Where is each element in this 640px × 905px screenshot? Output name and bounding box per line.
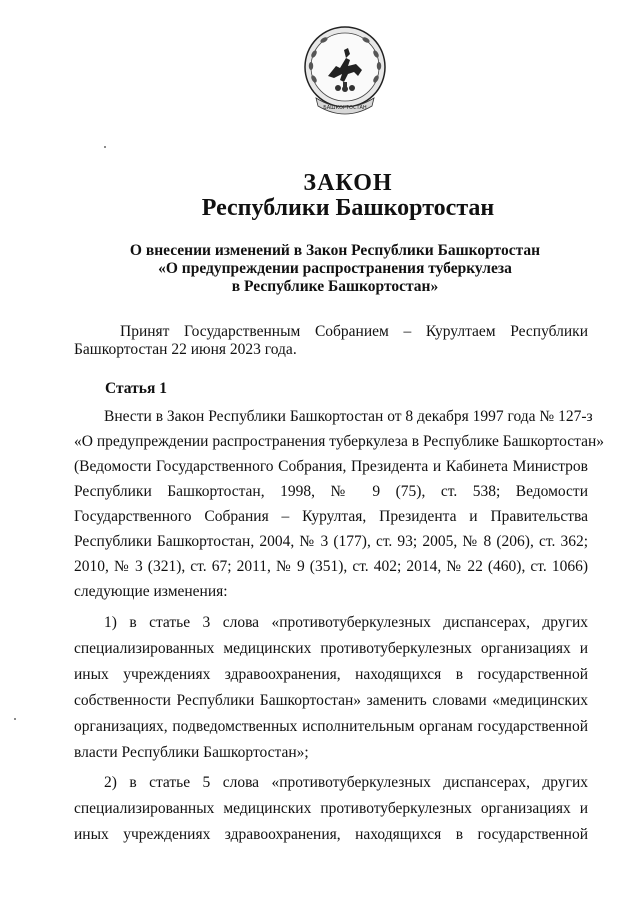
article-line: 1) в статье 3 слова «противотуберкулезных диспансерах, других bbox=[104, 614, 588, 631]
law-title-line-1: О внесении изменений в Закон Республики Башкортостан bbox=[129, 242, 541, 259]
adoption-line-1: Принят Государственным Собранием – Курултаем Республики bbox=[120, 323, 588, 340]
article-line: Республики Башкортостан, 1998, № 9 (75), ст. 538; Ведомости bbox=[74, 483, 588, 500]
article-line: Государственного Собрания – Курултая, Президента и Правительства bbox=[74, 508, 588, 525]
article-line: иных учреждениях здравоохранения, находящихся в государственной bbox=[74, 826, 588, 843]
article-line: иных учреждениях здравоохранения, находящихся в государственной bbox=[74, 666, 588, 683]
law-heading: ЗАКОН bbox=[303, 170, 393, 196]
article-line: специализированных медицинских противотуберкулезных организациях и bbox=[74, 800, 588, 817]
article-line: Внести в Закон Республики Башкортостан от 8 декабря 1997 года № 127-з bbox=[104, 408, 593, 425]
article-line: собственности Республики Башкортостан» заменить словами «медицинских bbox=[74, 692, 588, 709]
article-line: власти Республики Башкортостан»; bbox=[74, 744, 309, 761]
article-line: организациях, подведомственных исполнительным органам государственной bbox=[74, 718, 588, 735]
law-title-line-2: «О предупреждении распространения туберкулеза bbox=[158, 260, 512, 277]
adoption-line-2: Башкортостан 22 июня 2023 года. bbox=[74, 341, 297, 358]
article-line: Республики Башкортостан, 2004, № 3 (177), ст. 93; 2005, № 8 (206), ст. 362; bbox=[74, 533, 588, 550]
article-line: (Ведомости Государственного Собрания, Президента и Кабинета Министров bbox=[74, 458, 588, 475]
scan-dot bbox=[14, 718, 16, 720]
bashkortostan-coat-of-arms-icon bbox=[302, 24, 388, 126]
article-line: 2) в статье 5 слова «противотуберкулезных диспансерах, других bbox=[104, 774, 588, 791]
article-line: специализированных медицинских противотуберкулезных организациях и bbox=[74, 640, 588, 657]
article-heading: Статья 1 bbox=[105, 380, 167, 397]
emblem-ribbon-text: БАШКОРТОСТАН bbox=[323, 105, 367, 111]
article-line: 2010, № 3 (321), ст. 67; 2011, № 9 (351), ст. 402; 2014, № 22 (460), ст. 1066) bbox=[74, 558, 588, 575]
article-line: следующие изменения: bbox=[74, 583, 228, 600]
law-title-line-3: в Республике Башкортостан» bbox=[231, 278, 439, 295]
law-region: Республики Башкортостан bbox=[201, 195, 495, 221]
scan-dot bbox=[104, 146, 106, 148]
article-line: «О предупреждении распространения туберкулеза в Республике Башкортостан» bbox=[74, 433, 605, 450]
